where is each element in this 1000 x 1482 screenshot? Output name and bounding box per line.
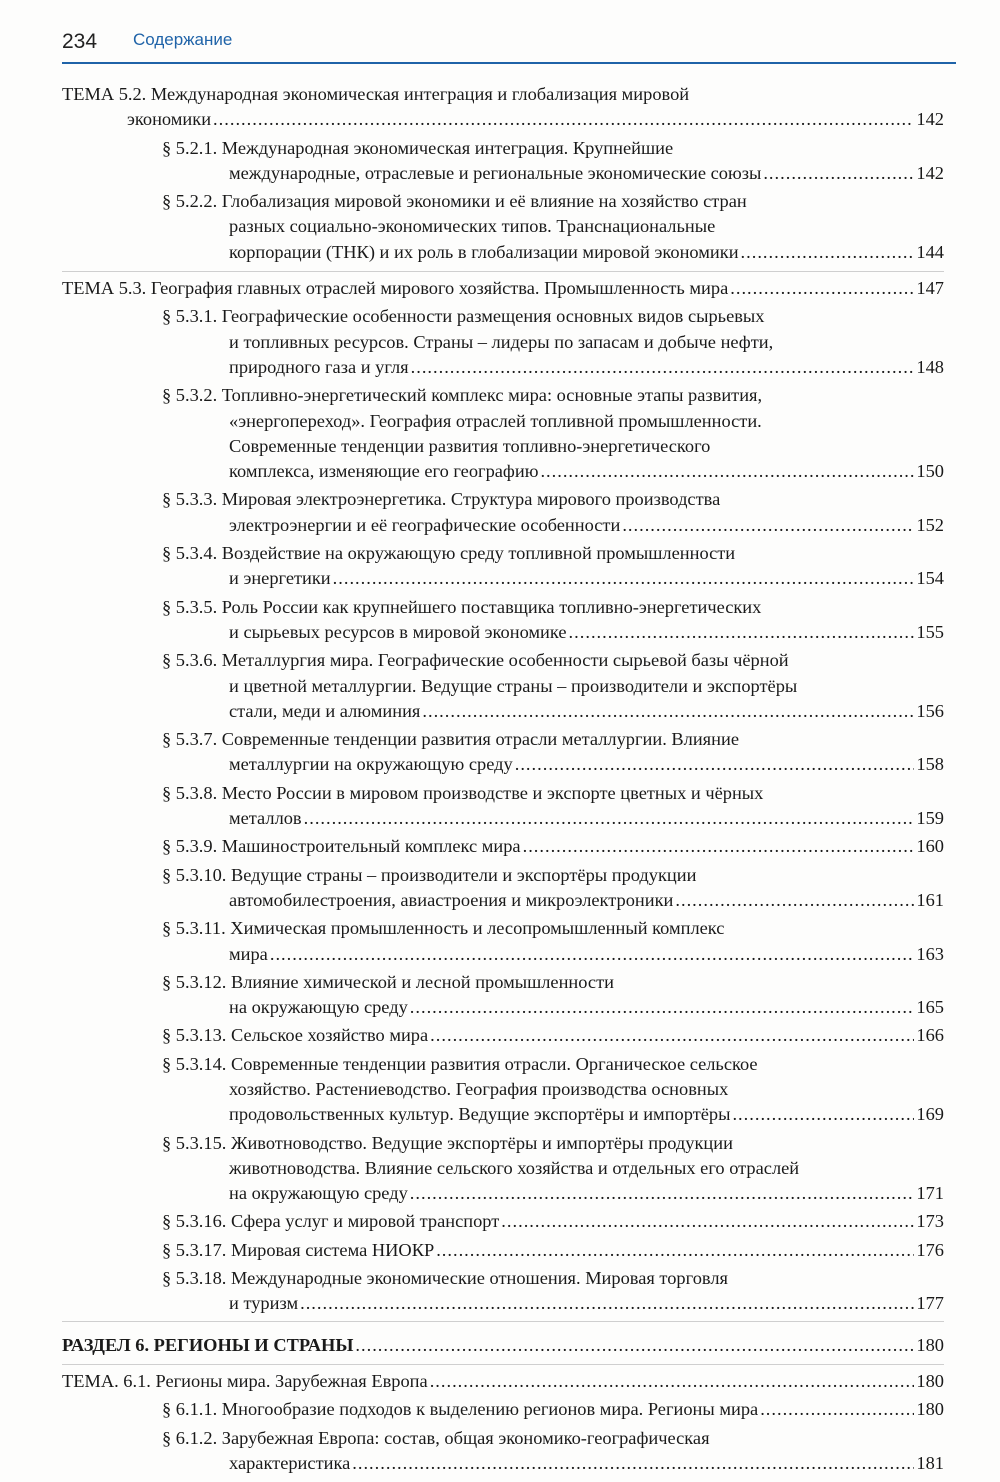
dot-leader	[422, 699, 914, 724]
toc-page-number: 169	[916, 1104, 944, 1125]
toc-entry-text: ТЕМА 5.3. География главных отраслей мирового хозяйства. Промышленность мира	[62, 278, 729, 299]
toc-topic	[62, 1364, 944, 1394]
toc-entry-text: характеристика	[229, 1452, 351, 1473]
toc-entry-text: § 5.2.2. Глобализация мировой экономики и её влияние на хозяйство стран	[162, 191, 747, 212]
toc-entry-text: и туризм	[229, 1293, 299, 1314]
toc-entry-text: § 5.3.9. Машиностроительный комплекс мира	[162, 836, 521, 857]
toc-entry-text: § 5.2.1. Международная экономическая интеграция. Крупнейшие	[162, 137, 674, 158]
toc-entry-text: мира	[229, 943, 268, 964]
toc-page-number: 155	[916, 621, 944, 642]
toc-subentry	[62, 1238, 944, 1263]
toc-subentry	[62, 304, 944, 380]
toc-entry-text: § 5.3.12. Влияние химической и лесной промышленности	[162, 971, 614, 992]
toc-subentry	[62, 916, 944, 967]
dot-leader	[300, 1291, 914, 1316]
toc-entry-text: § 5.3.10. Ведущие страны – производители и экспортёры продукции	[162, 864, 697, 885]
toc-entry-text: животноводства. Влияние сельского хозяйства и отдельных его отраслей	[229, 1157, 800, 1178]
toc-topic	[62, 271, 944, 301]
toc-page-number: 148	[916, 356, 944, 377]
toc-entry-text: экономики	[127, 109, 212, 130]
dot-leader	[523, 834, 915, 859]
toc-subentry	[62, 863, 944, 914]
dot-leader	[270, 942, 915, 967]
toc-page-number: 152	[916, 514, 944, 535]
toc-page-number: 171	[916, 1183, 944, 1204]
dot-leader	[540, 459, 914, 484]
toc-entry-text: «энергопереход». География отраслей топливной промышленности.	[229, 410, 762, 431]
toc-entry-text: хозяйство. Растениеводство. География производства основных	[229, 1078, 729, 1099]
toc-page-number: 142	[916, 162, 944, 183]
toc-entry-text: природного газа и угля	[229, 356, 409, 377]
dot-leader	[675, 888, 914, 913]
toc-page-number: 165	[916, 997, 944, 1018]
toc-entry-text: ТЕМА 5.2. Международная экономическая интеграция и глобализация мировой	[62, 84, 690, 104]
toc-entry-text: РАЗДЕЛ 6. РЕГИОНЫ И СТРАНЫ	[62, 1334, 354, 1355]
toc-subentry	[62, 595, 944, 646]
toc-subentry	[62, 727, 944, 778]
toc-page-number: 180	[916, 1399, 944, 1420]
toc-entry-text: металлов	[229, 808, 302, 829]
toc-page-number: 156	[916, 700, 944, 721]
toc-subentry	[62, 136, 944, 187]
dot-leader	[569, 620, 915, 645]
toc-entry-text: металлургии на окружающую среду	[229, 754, 513, 775]
toc-page-number: 147	[916, 278, 944, 299]
toc-subentry	[62, 383, 944, 484]
toc-entry-text: § 5.3.5. Роль России как крупнейшего поставщика топливно-энергетических	[162, 596, 762, 617]
toc-entry-text: корпорации (ТНК) и их роль в глобализации мировой экономики	[229, 241, 739, 262]
dot-leader	[622, 513, 914, 538]
dot-leader	[741, 240, 915, 265]
dot-leader	[355, 1333, 914, 1358]
toc-subentry	[62, 648, 944, 724]
toc-page-number: 150	[916, 461, 944, 482]
toc-entry-text: автомобилестроения, авиастроения и микроэлектроники	[229, 889, 674, 910]
toc-entry-text: ТЕМА. 6.1. Регионы мира. Зарубежная Европа	[62, 1370, 428, 1391]
toc-page-number: 159	[916, 808, 944, 829]
toc-subentry	[62, 834, 944, 859]
dot-leader	[501, 1209, 914, 1234]
dot-leader	[411, 355, 915, 380]
dot-leader	[515, 752, 915, 777]
toc-entry-text: § 5.3.4. Воздействие на окружающую среду топливной промышленности	[162, 543, 736, 564]
toc-entry-text: § 6.1.1. Многообразие подходов к выделению регионов мира. Регионы мира	[162, 1399, 759, 1420]
toc-page-number: 161	[916, 889, 944, 910]
toc-entry-text: § 6.1.2. Зарубежная Европа: состав, общая экономико-географическая	[162, 1427, 710, 1448]
toc-subentry	[62, 541, 944, 592]
toc-subentry	[62, 1397, 944, 1422]
toc-entry-text: Современные тенденции развития топливно-энергетического	[229, 435, 711, 456]
toc-entry-text: на окружающую среду	[229, 997, 408, 1018]
running-title: Содержание	[133, 30, 233, 49]
toc-entry-text: § 5.3.7. Современные тенденции развития отрасли металлургии. Влияние	[162, 729, 739, 750]
toc-page-number: 180	[916, 1334, 944, 1355]
toc-entry-text: международные, отраслевые и региональные экономические союзы	[229, 162, 762, 183]
toc-topic	[62, 82, 944, 133]
toc-page-number: 163	[916, 943, 944, 964]
toc-entry-text: § 5.3.13. Сельское хозяйство мира	[162, 1025, 429, 1046]
toc-page-number: 173	[916, 1211, 944, 1232]
page-header	[62, 26, 956, 64]
dot-leader	[430, 1023, 914, 1048]
toc-entry-text: § 5.3.14. Современные тенденции развития отрасли. Органическое сельское	[162, 1053, 758, 1074]
toc-subentry	[62, 189, 944, 265]
toc-subentry	[62, 487, 944, 538]
toc-subentry	[62, 1209, 944, 1234]
toc-page-number: 158	[916, 754, 944, 775]
dot-leader	[410, 1181, 915, 1206]
toc-page-number: 181	[916, 1452, 944, 1473]
toc-entry-text: и энергетики	[229, 568, 331, 589]
toc-entry-text: и топливных ресурсов. Страны – лидеры по запасам и добыче нефти,	[229, 331, 774, 352]
toc-entry-text: § 5.3.17. Мировая система НИОКР	[162, 1239, 435, 1260]
toc-entry-text: разных социально-экономических типов. Транснациональные	[229, 216, 716, 237]
dot-leader	[430, 1369, 915, 1394]
toc-entry-text: § 5.3.1. Географические особенности размещения основных видов сырьевых	[162, 306, 765, 327]
toc-subentry	[62, 1023, 944, 1048]
toc-page-number: 177	[916, 1293, 944, 1314]
toc-entry-text: на окружающую среду	[229, 1183, 408, 1204]
toc-entry-text: электроэнергии и её географические особенности	[229, 514, 621, 535]
toc-subentry	[62, 1131, 944, 1207]
toc-page-number: 154	[916, 568, 944, 589]
dot-leader	[436, 1238, 914, 1263]
dot-leader	[304, 806, 915, 831]
toc-page-number: 144	[916, 241, 944, 262]
dot-leader	[760, 1397, 914, 1422]
toc-entry-text: § 5.3.6. Металлургия мира. Географические особенности сырьевой базы чёрной	[162, 650, 789, 671]
toc-entry-text: § 5.3.2. Топливно-энергетический комплекс мира: основные этапы развития,	[162, 385, 763, 406]
dot-leader	[730, 276, 914, 301]
toc-entry-text: § 5.3.3. Мировая электроэнергетика. Структура мирового производства	[162, 489, 721, 510]
toc-entry-text: продовольственных культур. Ведущие экспортёры и импортёры	[229, 1104, 731, 1125]
toc-entry-text: § 5.3.11. Химическая промышленность и лесопромышленный комплекс	[162, 918, 725, 939]
dot-leader	[213, 107, 914, 132]
dot-leader	[732, 1102, 914, 1127]
toc-subentry	[62, 1266, 944, 1317]
toc-entry-text: и сырьевых ресурсов в мировой экономике	[229, 621, 567, 642]
toc-subentry	[62, 1052, 944, 1128]
toc-subentry	[62, 781, 944, 832]
toc-entry-text: § 5.3.16. Сфера услуг и мировой транспорт	[162, 1211, 500, 1232]
page-number: 234	[62, 30, 98, 53]
toc-subentry	[62, 1426, 944, 1477]
toc-page-number: 166	[916, 1025, 944, 1046]
toc-section	[62, 1321, 944, 1358]
toc-subentry	[62, 970, 944, 1021]
toc-entry-text: и цветной металлургии. Ведущие страны – производители и экспортёры	[229, 675, 798, 696]
table-of-contents	[62, 82, 944, 1476]
toc-entry-text: комплекса, изменяющие его географию	[229, 461, 539, 482]
dot-leader	[410, 995, 915, 1020]
toc-entry-text: § 5.3.8. Место России в мировом производстве и экспорте цветных и чёрных	[162, 782, 764, 803]
dot-leader	[763, 161, 914, 186]
toc-page-number: 176	[916, 1239, 944, 1260]
toc-page-number: 160	[916, 836, 944, 857]
toc-entry-text: § 5.3.15. Животноводство. Ведущие экспортёры и импортёры продукции	[162, 1132, 733, 1153]
dot-leader	[333, 566, 915, 591]
toc-entry-text: § 5.3.18. Международные экономические отношения. Мировая торговля	[162, 1268, 728, 1289]
toc-page-number: 142	[916, 109, 944, 130]
toc-entry-text: стали, меди и алюминия	[229, 700, 421, 721]
toc-page-number: 180	[916, 1370, 944, 1391]
dot-leader	[352, 1451, 914, 1476]
